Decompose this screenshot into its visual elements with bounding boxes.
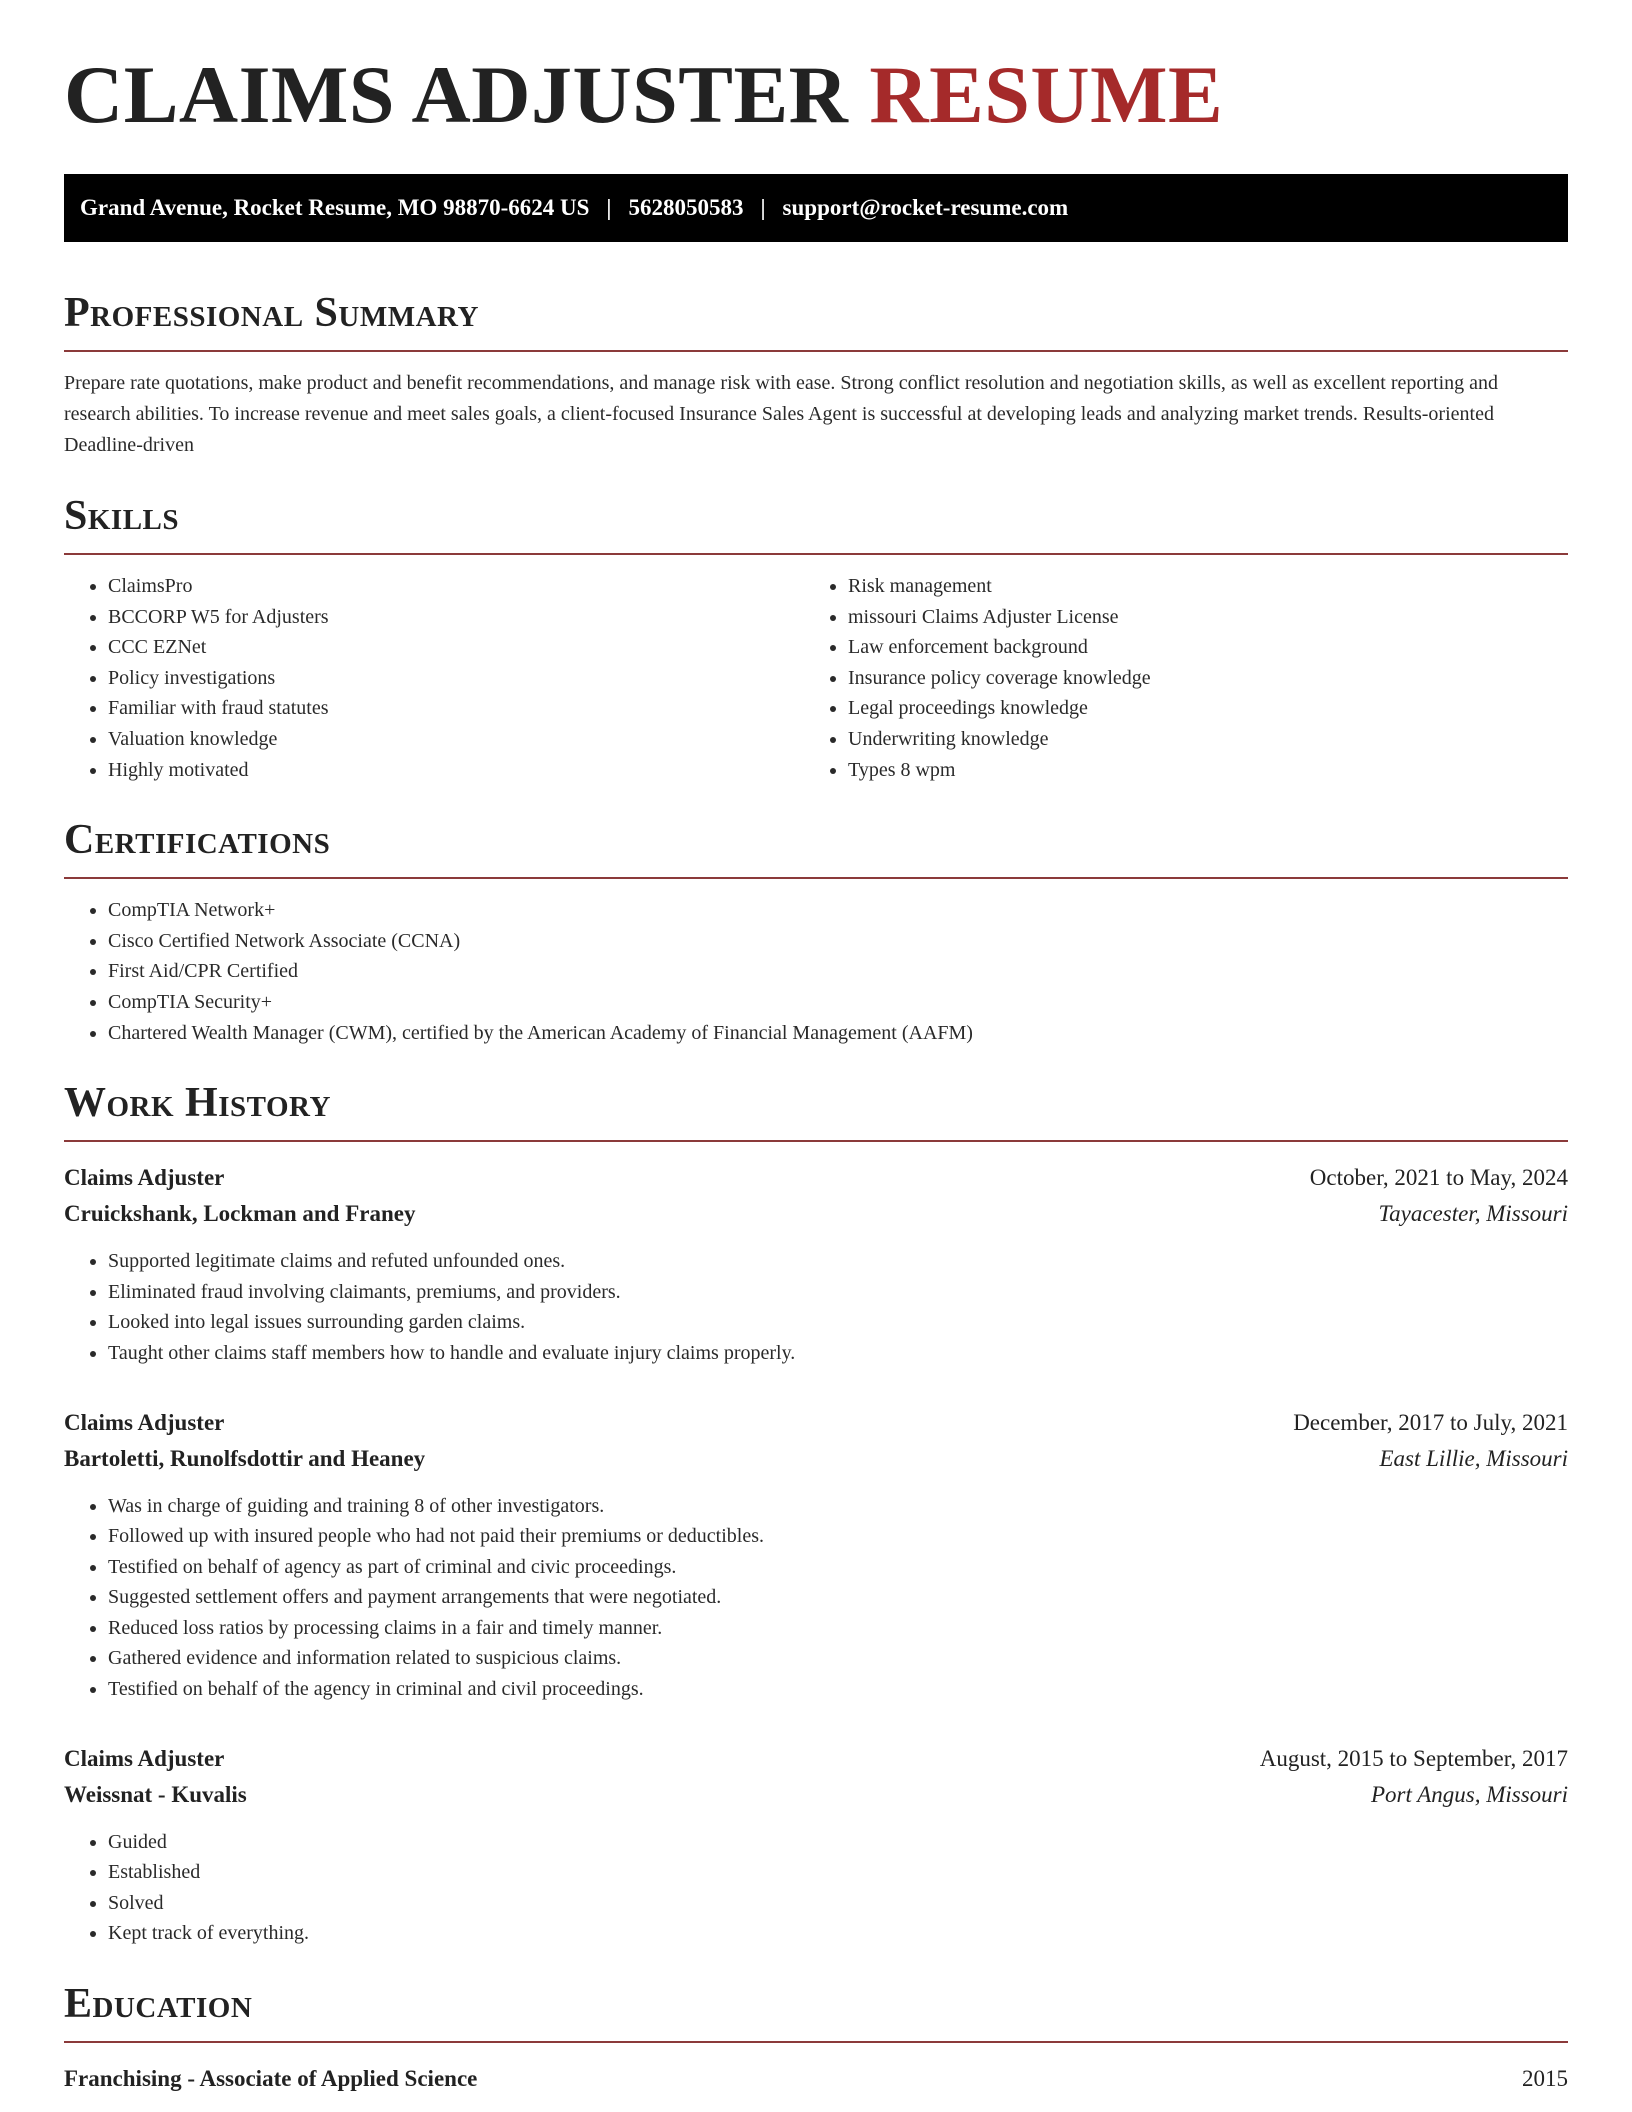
job-company: Cruickshank, Lockman and Franey [64, 1201, 416, 1227]
job-location: Tayacester, Missouri [1378, 1201, 1568, 1227]
job-company: Weissnat - Kuvalis [64, 1781, 247, 1807]
contact-separator: | [606, 195, 612, 220]
contact-email: support@rocket-resume.com [782, 195, 1069, 220]
job-bullet: • Guided [108, 1827, 1568, 1858]
job-header-row [64, 1405, 1568, 1441]
job-entry [64, 1741, 1568, 1949]
skill-item: • Law enforcement background [848, 632, 1544, 663]
job-company: Bartoletti, Runolfsdottir and Heaney [64, 1445, 426, 1471]
certifications-section [64, 819, 1568, 1048]
job-bullet: • Followed up with insured people who had not paid their premiums or deductibles. [108, 1521, 1568, 1552]
contact-separator: | [760, 195, 766, 220]
education-section [64, 1983, 1568, 2097]
job-company-row [64, 1441, 1568, 1477]
certifications-list [64, 895, 1568, 1048]
skill-item: • Familiar with fraud statutes [108, 693, 804, 724]
education-heading: Education [64, 1981, 253, 2028]
job-dates: August, 2015 to September, 2017 [1259, 1745, 1568, 1771]
skills-section [64, 495, 1568, 785]
job-bullet: • Kept track of everything. [108, 1918, 1568, 1949]
skills-list-right [804, 571, 1544, 785]
job-company-row [64, 1196, 1568, 1232]
job-bullet: • Reduced loss ratios by processing claims in a fair and timely manner. [108, 1613, 1568, 1644]
title-main: CLAIMS ADJUSTER [64, 49, 849, 140]
job-title: Claims Adjuster [64, 1165, 225, 1191]
skills-column-left [64, 555, 804, 785]
job-bullets [64, 1246, 1568, 1368]
job-bullet: • Looked into legal issues surrounding garden claims. [108, 1307, 1568, 1338]
skills-heading: Skills [64, 493, 180, 539]
skill-item: • Insurance policy coverage knowledge [848, 663, 1544, 694]
job-bullet: • Testified on behalf of agency as part of criminal and civic proceedings. [108, 1552, 1568, 1583]
job-entry [64, 1160, 1568, 1368]
skill-item: • ClaimsPro [108, 571, 804, 602]
summary-heading: Professional Summary [64, 290, 479, 336]
job-bullets [64, 1827, 1568, 1949]
section-divider [64, 350, 1568, 352]
job-dates: December, 2017 to July, 2021 [1293, 1409, 1568, 1435]
summary-text: Prepare rate quotations, make product and benefit recommendations, and manage risk with ease. Strong conflict resolution and negotiation skills, as well as excellent reporting and research abilities. To increase revenue and meet sales goals, a client-focused Insurance Sales Agent is successful at developing leads and analyzing market trends. Results-oriented Deadline-driven [64, 372, 1499, 456]
title-accent: RESUME [869, 49, 1224, 140]
certification-item: • Cisco Certified Network Associate (CCNA) [108, 926, 1568, 957]
section-divider [64, 2041, 1568, 2043]
job-location: Port Angus, Missouri [1370, 1781, 1568, 1807]
job-header-row [64, 1160, 1568, 1196]
education-entry [64, 2061, 1568, 2097]
certification-item: • First Aid/CPR Certified [108, 956, 1568, 987]
section-divider [64, 1140, 1568, 1142]
certifications-heading: Certifications [64, 817, 331, 864]
skill-item: • Underwriting knowledge [848, 724, 1544, 755]
job-title: Claims Adjuster [64, 1745, 225, 1771]
job-entry [64, 1405, 1568, 1705]
skills-column-right [804, 555, 1544, 785]
work-history-section [64, 1082, 1568, 1949]
skill-item: • CCC EZNet [108, 632, 804, 663]
certification-item: • CompTIA Network+ [108, 895, 1568, 926]
job-bullet: • Taught other claims staff members how to handle and evaluate injury claims properly. [108, 1338, 1568, 1369]
job-bullet: • Gathered evidence and information related to suspicious claims. [108, 1643, 1568, 1674]
skill-item: • BCCORP W5 for Adjusters [108, 602, 804, 633]
job-location: East Lillie, Missouri [1379, 1445, 1568, 1471]
education-year: 2015 [1522, 2066, 1568, 2092]
contact-address: Grand Avenue, Rocket Resume, MO 98870-6624 US [80, 195, 590, 220]
job-bullet: • Solved [108, 1888, 1568, 1919]
skill-item: • Policy investigations [108, 663, 804, 694]
skill-item: • missouri Claims Adjuster License [848, 602, 1544, 633]
job-bullet: • Suggested settlement offers and payment arrangements that were negotiated. [108, 1582, 1568, 1613]
job-company-row [64, 1777, 1568, 1813]
job-bullets [64, 1491, 1568, 1705]
work-history-heading: Work History [64, 1080, 331, 1127]
job-title: Claims Adjuster [64, 1409, 225, 1435]
job-bullet: • Eliminated fraud involving claimants, premiums, and providers. [108, 1277, 1568, 1308]
job-bullet: • Was in charge of guiding and training 8 of other investigators. [108, 1491, 1568, 1522]
education-row [64, 2061, 1568, 2097]
contact-phone: 5628050583 [628, 195, 744, 220]
contact-bar [64, 174, 1568, 242]
job-bullet: • Established [108, 1857, 1568, 1888]
certification-item: • CompTIA Security+ [108, 987, 1568, 1018]
resume-title [64, 49, 1568, 140]
certification-item: • Chartered Wealth Manager (CWM), certified by the American Academy of Financial Management (AAFM) [108, 1018, 1568, 1049]
skills-list-left [64, 571, 804, 785]
job-bullet: • Testified on behalf of the agency in criminal and civil proceedings. [108, 1674, 1568, 1705]
job-bullet: • Supported legitimate claims and refuted unfounded ones. [108, 1246, 1568, 1277]
job-dates: October, 2021 to May, 2024 [1309, 1165, 1568, 1191]
education-degree: Franchising - Associate of Applied Science [64, 2066, 478, 2092]
skill-item: • Valuation knowledge [108, 724, 804, 755]
summary-section [64, 292, 1568, 461]
skills-columns [64, 555, 1568, 785]
skill-item: • Types 8 wpm [848, 755, 1544, 786]
skill-item: • Legal proceedings knowledge [848, 693, 1544, 724]
skill-item: • Risk management [848, 571, 1544, 602]
skill-item: • Highly motivated [108, 755, 804, 786]
job-header-row [64, 1741, 1568, 1777]
section-divider [64, 877, 1568, 879]
